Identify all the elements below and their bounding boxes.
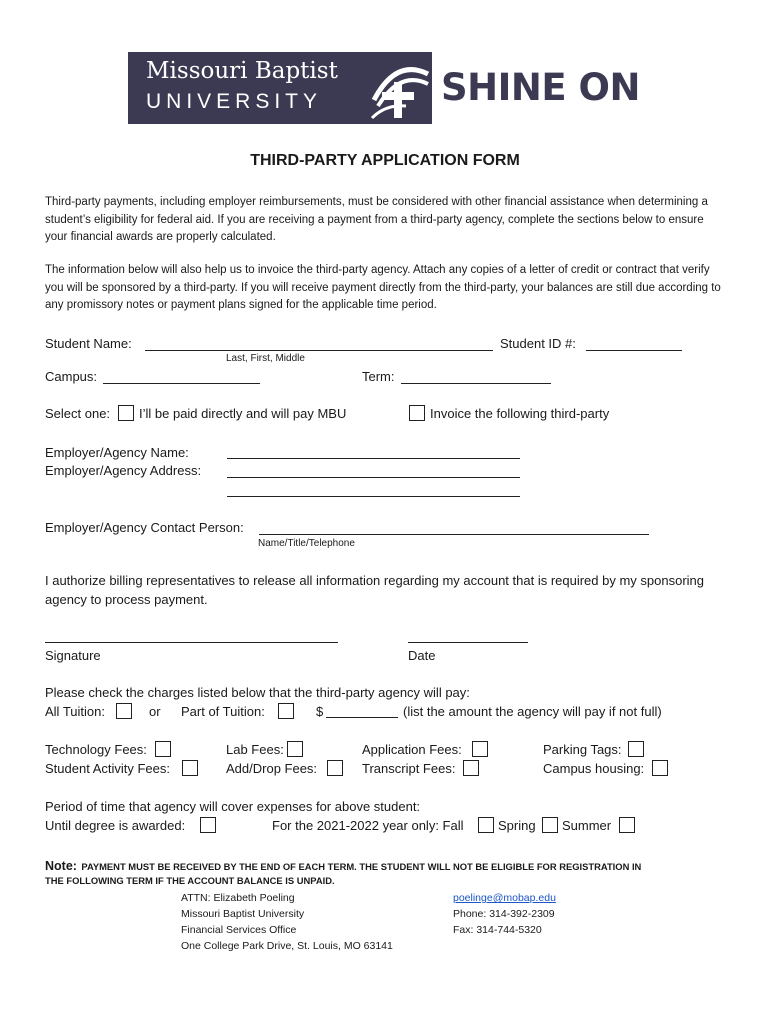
employer-address-field-2[interactable] [227,496,520,497]
term-field[interactable] [401,383,551,384]
pay-direct-label: I’ll be paid directly and will pay MBU [139,406,347,421]
charges-intro: Please check the charges listed below that the third-party agency will pay: [45,685,470,700]
student-name-field[interactable] [145,350,493,351]
logo-line1: Missouri Baptist [146,58,338,84]
invoice-label: Invoice the following third-party [430,406,610,421]
university-logo [128,52,432,124]
note-label: Note: [45,859,77,873]
tuition-amount-field[interactable] [326,717,398,718]
all-tuition-label: All Tuition: [45,704,105,719]
lab-fees-checkbox[interactable] [287,741,303,757]
contact-office: Financial Services Office [181,924,297,936]
period-intro: Period of time that agency will cover expenses for above student: [45,799,421,814]
student-activity-fees-checkbox[interactable] [182,760,198,776]
spring-label: Spring [498,818,536,833]
student-name-hint: Last, First, Middle [226,353,305,364]
invoice-checkbox[interactable] [409,405,425,421]
spring-checkbox[interactable] [542,817,558,833]
summer-label: Summer [562,818,612,833]
contact-email-link[interactable]: poelinge@mobap.edu [453,892,556,904]
contact-info-block [453,890,556,938]
date-field[interactable] [408,642,528,643]
note-text-2: THE FOLLOWING TERM IF THE ACCOUNT BALANCE IS UNPAID. [45,875,335,886]
technology-fees-checkbox[interactable] [155,741,171,757]
student-id-field[interactable] [586,350,682,351]
lab-fees-label: Lab Fees: [226,742,284,757]
parking-tags-checkbox[interactable] [628,741,644,757]
note-text-1: PAYMENT MUST BE RECEIVED BY THE END OF EACH TERM. THE STUDENT WILL NOT BE ELIGIBLE FOR REGISTRATION IN [81,861,642,872]
contact-person-field[interactable] [259,534,649,535]
parking-tags-label: Parking Tags: [543,742,622,757]
intro-paragraph-2: The information below will also help us to invoice the third-party agency. Attach any copies of a letter of credit or contract that verify you will be sponsored by a third-party. If you will receive payment directly from the third-party, your balances are still due according to any promissory notes or payment plans signed for the applicable time period. [45,264,721,311]
sunrise-cross-icon [366,56,432,122]
technology-fees-label: Technology Fees: [45,742,147,757]
summer-checkbox[interactable] [619,817,635,833]
until-degree-checkbox[interactable] [200,817,216,833]
authorization-text: I authorize billing representatives to release all information regarding my account that is required by my sponsoring agency to process payment. [45,573,705,607]
transcript-fees-label: Transcript Fees: [362,761,456,776]
application-fees-checkbox[interactable] [472,741,488,757]
student-name-label: Student Name: [45,336,132,351]
pay-direct-checkbox[interactable] [118,405,134,421]
employer-address-field-1[interactable] [227,477,520,478]
contact-person-label: Employer/Agency Contact Person: [45,520,244,535]
contact-phone: Phone: 314-392-2309 [453,908,555,920]
all-tuition-checkbox[interactable] [116,703,132,719]
application-fees-label: Application Fees: [362,742,462,757]
date-label: Date [408,648,436,663]
note-block [45,857,641,875]
logo-line2: UNIVERSITY [146,90,323,113]
add-drop-fees-checkbox[interactable] [327,760,343,776]
term-label: Term: [362,369,395,384]
student-id-label: Student ID #: [500,336,576,351]
signature-label: Signature [45,648,101,663]
campus-housing-checkbox[interactable] [652,760,668,776]
intro-paragraph-1: Third-party payments, including employer reimbursements, must be considered with other financial assistance when determining a student’s eligibility for federal aid. If you are receiving a payment from a third-party agency, complete the sections below to ensure your financial awards are properly calculated. [45,196,708,243]
part-tuition-checkbox[interactable] [278,703,294,719]
page-title: THIRD-PARTY APPLICATION FORM [250,152,520,169]
contact-attn: ATTN: Elizabeth Poeling [181,892,295,904]
transcript-fees-checkbox[interactable] [463,760,479,776]
employer-name-field[interactable] [227,458,520,459]
amount-note: (list the amount the agency will pay if not full) [403,704,662,719]
or-label: or [149,704,161,719]
employer-address-label: Employer/Agency Address: [45,463,202,478]
until-degree-label: Until degree is awarded: [45,818,186,833]
employer-name-label: Employer/Agency Name: [45,445,189,460]
fall-checkbox[interactable] [478,817,494,833]
campus-housing-label: Campus housing: [543,761,645,776]
campus-label: Campus: [45,369,98,384]
dollar-sign: $ [316,704,324,719]
signature-field[interactable] [45,642,338,643]
contact-person-hint: Name/Title/Telephone [258,538,355,549]
student-activity-fees-label: Student Activity Fees: [45,761,171,776]
year-fall-label: For the 2021-2022 year only: Fall [272,818,464,833]
contact-fax: Fax: 314-744-5320 [453,924,542,936]
contact-school: Missouri Baptist University [181,908,305,920]
campus-field[interactable] [103,383,260,384]
contact-address: One College Park Drive, St. Louis, MO 63141 [181,940,393,952]
add-drop-fees-label: Add/Drop Fees: [226,761,318,776]
part-tuition-label: Part of Tuition: [181,704,265,719]
contact-address-block [181,890,393,954]
select-one-label: Select one: [45,406,111,421]
shine-on-tagline: SHINE ON [441,66,640,109]
